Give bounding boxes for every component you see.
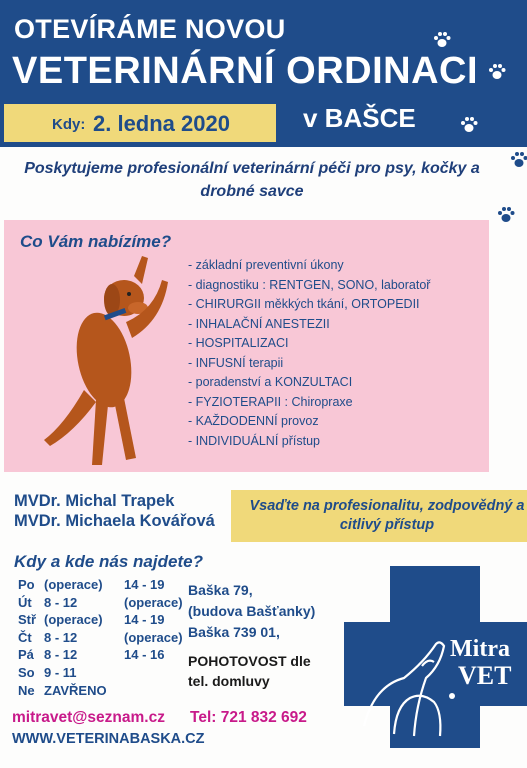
- list-item: - HOSPITALIZACI: [188, 336, 289, 350]
- email-link[interactable]: mitravet@seznam.cz: [12, 709, 165, 726]
- date-value: 2. ledna 2020: [93, 111, 230, 136]
- services-title: Co Vám nabízíme?: [20, 232, 172, 251]
- emergency-line: tel. domluvy: [188, 673, 270, 689]
- intro-line1: Poskytujeme profesionální veterinární péči pro psy, kočky a: [24, 160, 480, 177]
- motto-line1: Vsaďte na profesionalitu, zodpovědný a: [249, 498, 525, 514]
- services-list: [188, 256, 430, 451]
- hours-value: (operace): [124, 629, 183, 645]
- list-item: - INHALAČNÍ ANESTEZII: [188, 316, 330, 331]
- hours-value: 8 - 12: [44, 594, 78, 610]
- date-label: Kdy:: [52, 116, 86, 133]
- list-item: - diagnostiku : RENTGEN, SONO, laboratoř: [188, 277, 431, 292]
- emergency-note: [188, 651, 311, 691]
- intro-line2: drobné savce: [200, 183, 304, 200]
- paw-icon: [496, 205, 516, 225]
- doctor-name: MVDr. Michal Trapek: [14, 492, 175, 510]
- header-banner: [0, 0, 527, 147]
- hours-day: Po: [18, 577, 35, 592]
- motto-line2: citlivý přístup: [339, 517, 435, 533]
- hours-day: Stř: [18, 612, 37, 628]
- list-item: - CHIRURGII měkkých tkání, ORTOPEDII: [188, 297, 420, 311]
- phone-number[interactable]: Tel: 721 832 692: [190, 709, 307, 726]
- list-item: - INDIVIDUÁLNÍ přístup: [188, 433, 320, 448]
- services-panel: [4, 220, 489, 472]
- intro-text: [12, 157, 492, 203]
- hours-day: Ne: [18, 682, 35, 698]
- address-block: [188, 580, 315, 643]
- list-item: - základní preventivní úkony: [188, 258, 344, 272]
- contact-line: [12, 709, 307, 727]
- logo-text-top: Mitra: [450, 636, 510, 662]
- emergency-line: POHOTOVOST dle: [188, 653, 311, 669]
- hours-value: (operace): [124, 594, 183, 610]
- website-link[interactable]: WWW.VETERINABASKA.CZ: [12, 731, 205, 747]
- hours-day: Čt: [18, 629, 32, 645]
- hours-title: Kdy a kde nás najdete?: [14, 552, 203, 571]
- hours-value: 14 - 16: [124, 647, 165, 663]
- dog-illustration: [34, 250, 174, 470]
- hours-value: ZAVŘENO: [44, 682, 107, 698]
- mitravet-logo: [344, 566, 527, 748]
- hours-day: Pá: [18, 647, 34, 663]
- address-line: Baška 79,: [188, 582, 253, 598]
- header-line1: OTEVÍRÁME NOVOU: [14, 14, 286, 44]
- hours-value: 8 - 12: [44, 647, 78, 663]
- motto-box: [231, 490, 527, 542]
- list-item: - poradenství a KONZULTACI: [188, 375, 353, 389]
- hours-value: 8 - 12: [44, 629, 78, 645]
- doctor-name: MVDr. Michaela Kovářová: [14, 512, 215, 530]
- address-line: (budova Bašťanky): [188, 603, 316, 619]
- paw-icon: [487, 62, 507, 82]
- hours-value: (operace): [44, 577, 103, 592]
- list-item: - FYZIOTERAPII : Chiropraxe: [188, 394, 353, 409]
- logo-text-bottom: VET: [458, 661, 512, 690]
- hours-value: 14 - 19: [124, 577, 165, 592]
- paw-icon: [432, 30, 452, 50]
- paw-icon: [509, 150, 527, 170]
- location-label: v BAŠCE: [303, 103, 416, 133]
- hours-value: (operace): [44, 612, 103, 628]
- motto-text: [237, 497, 527, 535]
- hours-day: Út: [18, 594, 32, 610]
- hours-value: 9 - 11: [44, 664, 77, 680]
- date-bar: [4, 104, 276, 142]
- list-item: - INFUSNÍ terapii: [188, 355, 284, 370]
- hours-day: So: [18, 664, 35, 680]
- header-title: VETERINÁRNÍ ORDINACI: [12, 50, 479, 92]
- paw-icon: [459, 115, 479, 135]
- list-item: - KAŽDODENNÍ provoz: [188, 414, 319, 428]
- address-line: Baška 739 01,: [188, 624, 280, 640]
- hours-value: 14 - 19: [124, 612, 165, 628]
- doctors-list: [14, 491, 215, 531]
